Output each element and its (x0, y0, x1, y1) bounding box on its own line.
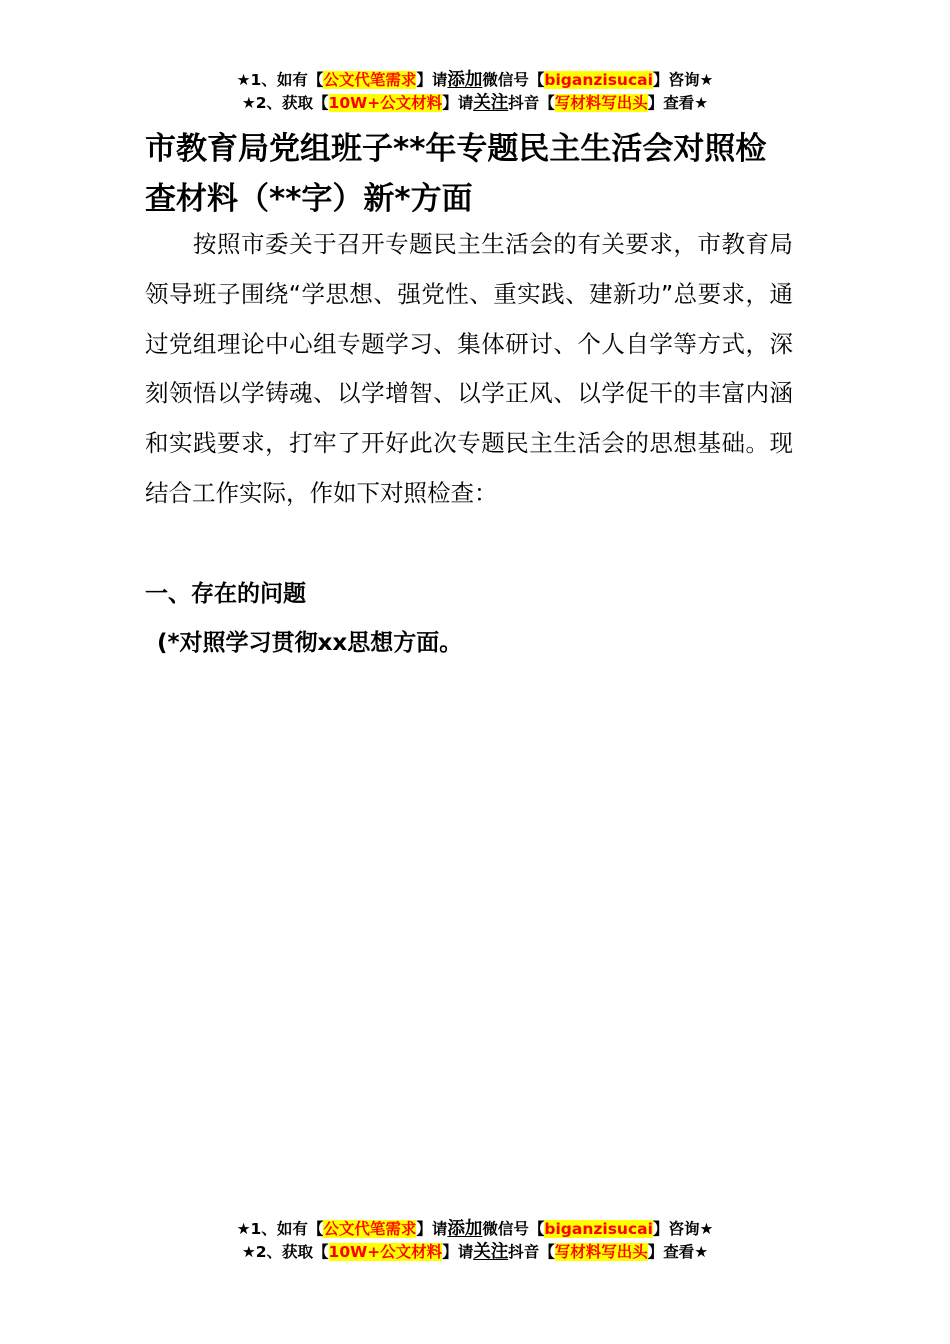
highlight-wechat-id: biganzisucai (544, 71, 653, 89)
banner-text: ★1、如有【 (236, 71, 324, 89)
banner-text: ★2、获取【 (241, 1243, 329, 1261)
underlined-word: 添加 (447, 70, 483, 90)
highlight-service: 公文代笔需求 (323, 1220, 417, 1238)
banner-line-1 (0, 1218, 950, 1241)
banner-text: ★2、获取【 (241, 94, 329, 112)
highlight-materials: 10W+公文材料 (328, 1243, 443, 1261)
banner-text: 】咨询★ (652, 71, 714, 89)
banner-text: ★1、如有【 (236, 1220, 324, 1238)
subsection-heading: (*对照学习贯彻xx思想方面。 (157, 630, 463, 656)
banner-text: 】请 (416, 1220, 448, 1238)
banner-text: 】咨询★ (652, 1220, 714, 1238)
banner-line-1 (0, 69, 950, 92)
banner-text: 】请 (442, 1243, 474, 1261)
highlight-wechat-id: biganzisucai (544, 1220, 653, 1238)
footer-banner (0, 1218, 950, 1264)
banner-text: 抖音【 (508, 1243, 555, 1261)
highlight-service: 公文代笔需求 (323, 71, 417, 89)
document-title: 市教育局党组班子**年专题民主生活会对照检查材料（**字）新*方面 (145, 131, 767, 217)
section-heading: 一、存在的问题 (145, 581, 306, 607)
header-banner (0, 69, 950, 115)
banner-text: 】查看★ (647, 94, 709, 112)
banner-line-2 (0, 1241, 950, 1264)
underlined-word: 关注 (473, 93, 509, 113)
highlight-materials: 10W+公文材料 (328, 94, 443, 112)
underlined-word: 关注 (473, 1242, 509, 1262)
banner-text: 】查看★ (647, 1243, 709, 1261)
banner-text: 微信号【 (482, 71, 545, 89)
banner-text: 】请 (442, 94, 474, 112)
highlight-douyin: 写材料写出头 (554, 1243, 648, 1261)
banner-line-2 (0, 92, 950, 115)
banner-text: 抖音【 (508, 94, 555, 112)
intro-paragraph: 按照市委关于召开专题民主生活会的有关要求，市教育局领导班子围绕“学思想、强党性、重实践、建新功”总要求，通过党组理论中心组专题学习、集体研讨、个人自学等方式，深刻领悟以学铸魂、以学增智、以学正风、以学促干的丰富内涵和实践要求，打牢了开好此次专题民主生活会的思想基础。现结合工作实际，作如下对照检查： (145, 230, 793, 507)
banner-text: 微信号【 (482, 1220, 545, 1238)
banner-text: 】请 (416, 71, 448, 89)
underlined-word: 添加 (447, 1219, 483, 1239)
highlight-douyin: 写材料写出头 (554, 94, 648, 112)
